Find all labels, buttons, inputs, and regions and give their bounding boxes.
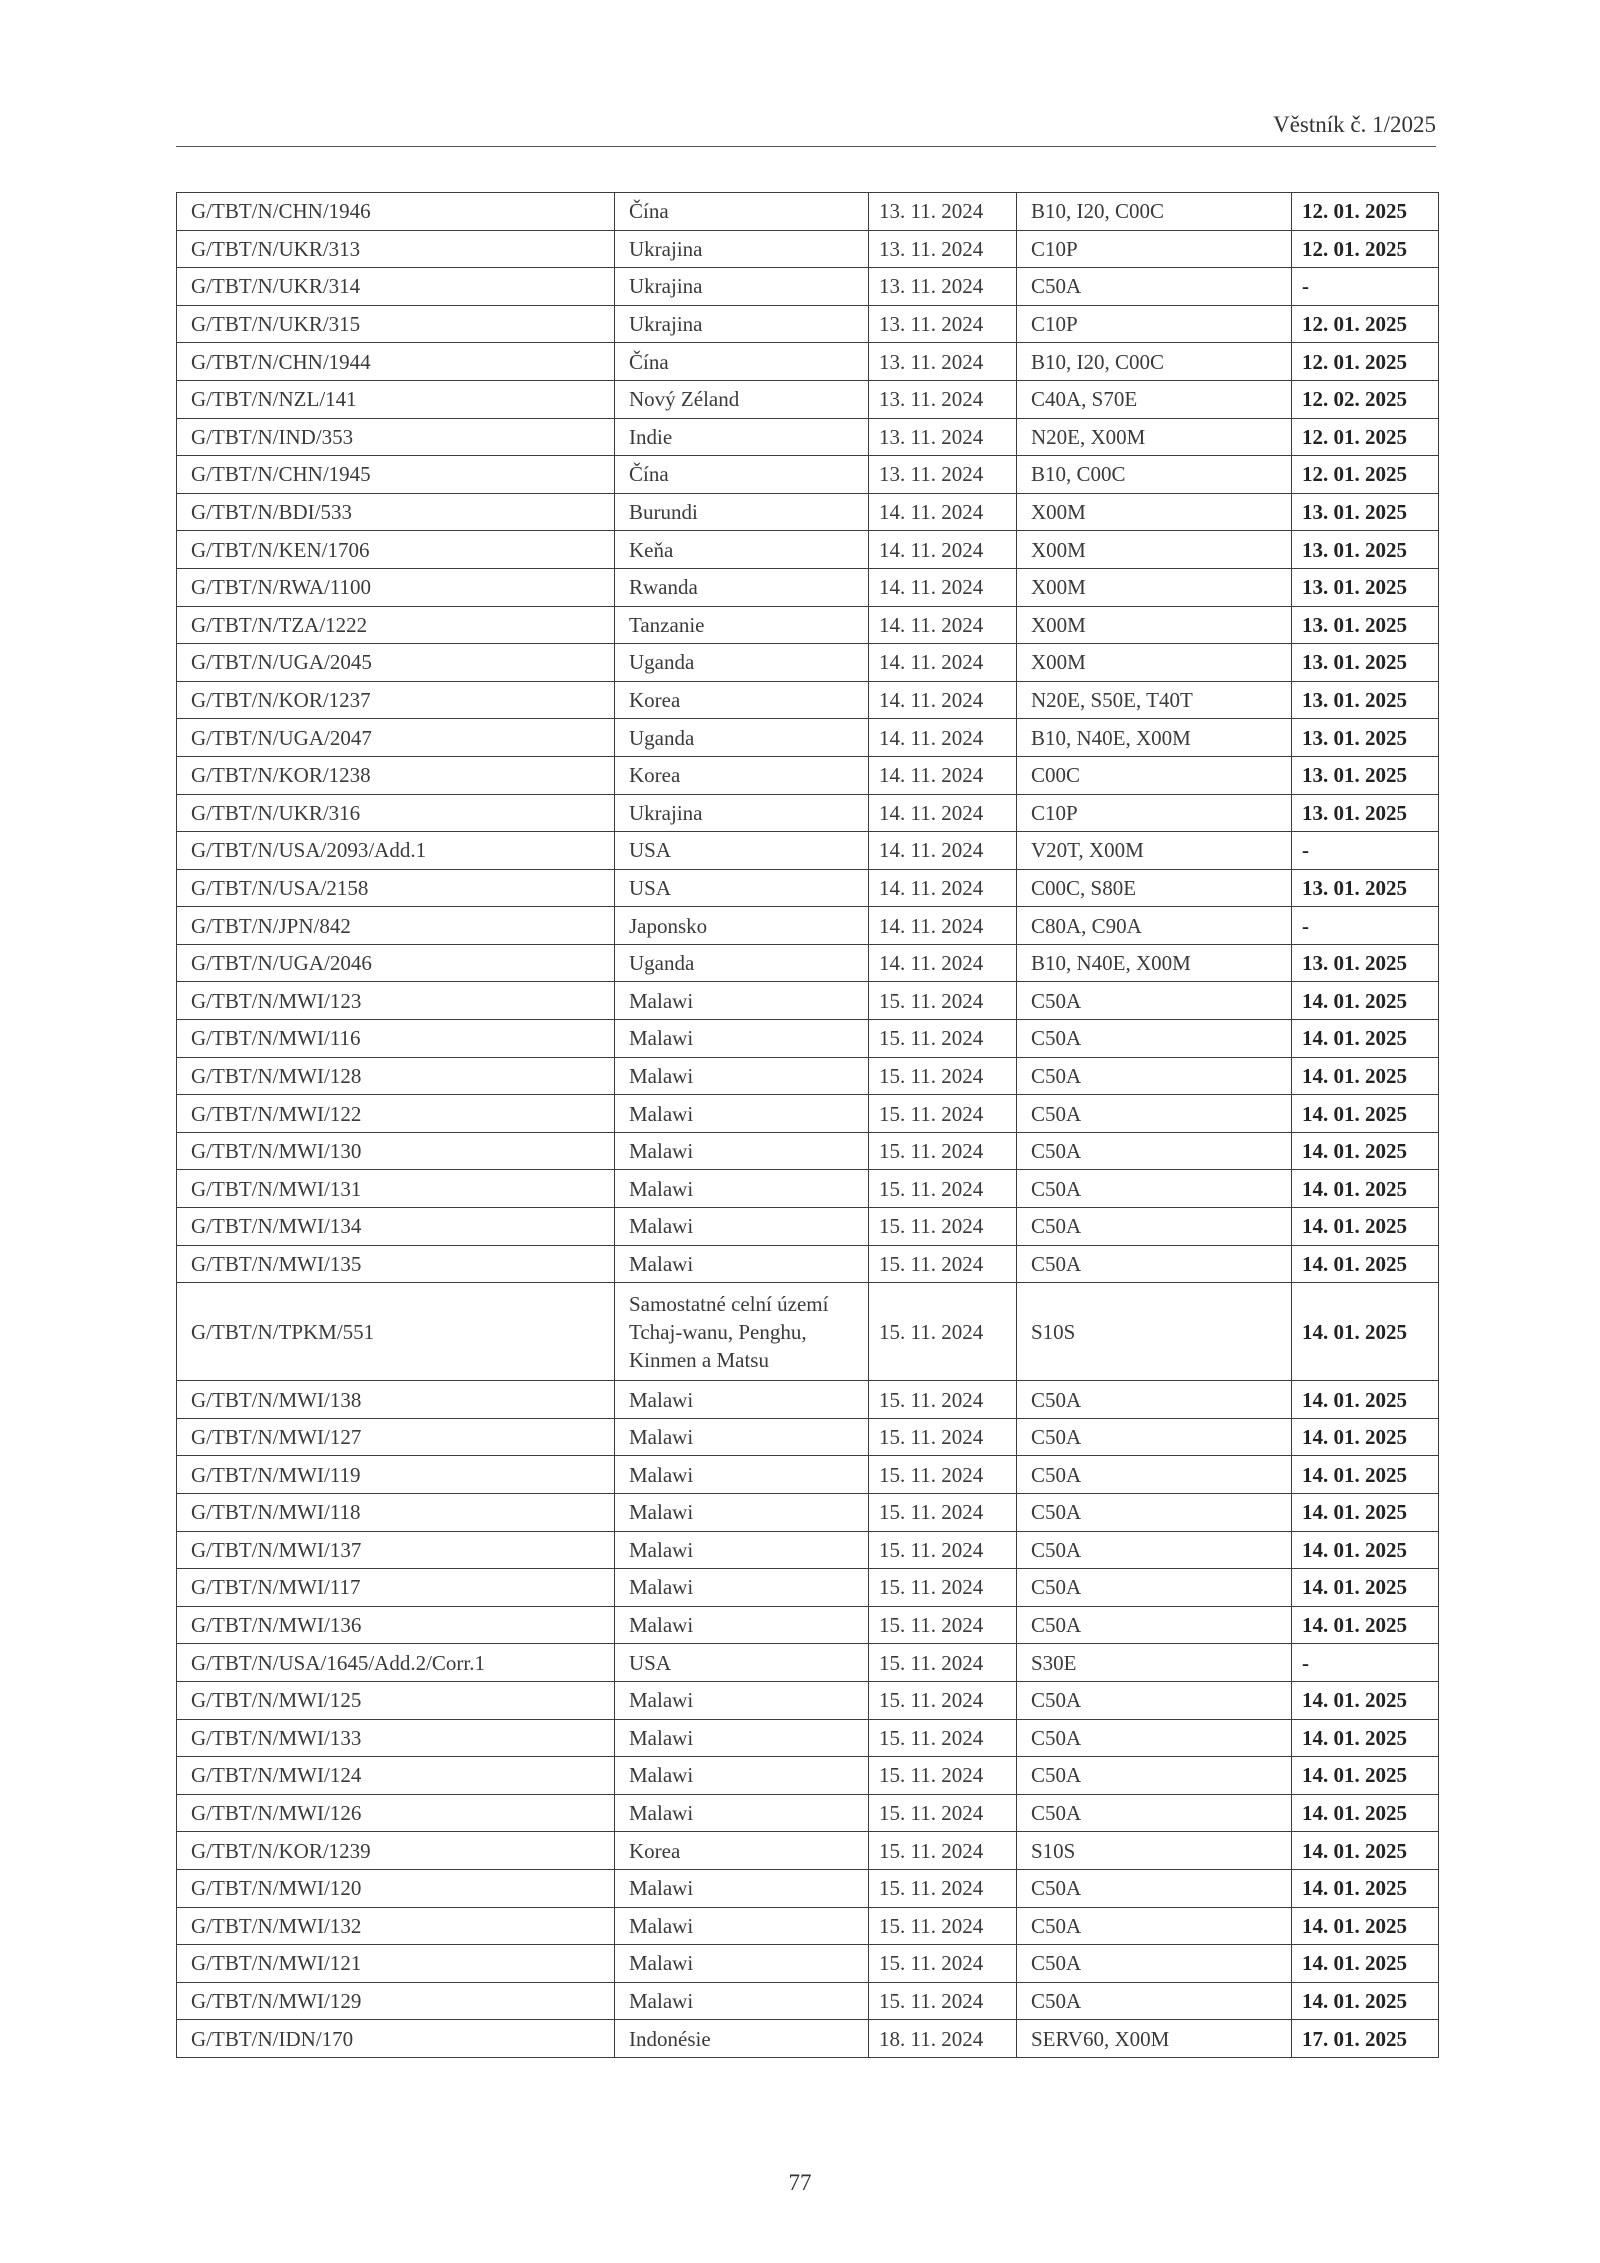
notification-date-cell: 14. 11. 2024	[869, 719, 1017, 757]
ics-codes-cell: C80A, C90A	[1017, 907, 1292, 945]
ics-codes-cell: C50A	[1017, 1757, 1292, 1795]
notification-symbol-cell: G/TBT/N/MWI/128	[177, 1057, 615, 1095]
ics-codes-cell: X00M	[1017, 531, 1292, 569]
table-row	[177, 982, 1439, 1020]
table-row	[177, 1020, 1439, 1058]
ics-codes-cell: C50A	[1017, 1606, 1292, 1644]
table-row	[177, 305, 1439, 343]
notification-date-cell: 13. 11. 2024	[869, 418, 1017, 456]
notification-symbol-cell: G/TBT/N/UGA/2046	[177, 944, 615, 982]
ics-codes-cell: C50A	[1017, 1794, 1292, 1832]
member-cell: Malawi	[615, 1381, 869, 1419]
ics-codes-cell: C10P	[1017, 794, 1292, 832]
notification-date-cell: 13. 11. 2024	[869, 343, 1017, 381]
ics-codes-cell: B10, I20, C00C	[1017, 343, 1292, 381]
table-row	[177, 869, 1439, 907]
member-cell: Malawi	[615, 1982, 869, 2020]
ics-codes-cell: N20E, X00M	[1017, 418, 1292, 456]
notification-symbol-cell: G/TBT/N/MWI/127	[177, 1418, 615, 1456]
table-row	[177, 1869, 1439, 1907]
ics-codes-cell: B10, N40E, X00M	[1017, 719, 1292, 757]
comment-deadline-cell: 14. 01. 2025	[1292, 1170, 1439, 1208]
member-cell: Malawi	[615, 1170, 869, 1208]
member-cell: Korea	[615, 1832, 869, 1870]
ics-codes-cell: B10, N40E, X00M	[1017, 944, 1292, 982]
member-cell: Japonsko	[615, 907, 869, 945]
table-row	[177, 268, 1439, 306]
notification-date-cell: 18. 11. 2024	[869, 2020, 1017, 2058]
comment-deadline-cell: 14. 01. 2025	[1292, 1982, 1439, 2020]
comment-deadline-cell: 13. 01. 2025	[1292, 606, 1439, 644]
ics-codes-cell: C50A	[1017, 982, 1292, 1020]
notification-date-cell: 15. 11. 2024	[869, 1832, 1017, 1870]
notification-symbol-cell: G/TBT/N/MWI/129	[177, 1982, 615, 2020]
comment-deadline-cell: 13. 01. 2025	[1292, 531, 1439, 569]
member-cell: Malawi	[615, 1095, 869, 1133]
table-row	[177, 531, 1439, 569]
ics-codes-cell: C10P	[1017, 305, 1292, 343]
notification-date-cell: 15. 11. 2024	[869, 1606, 1017, 1644]
ics-codes-cell: S10S	[1017, 1283, 1292, 1381]
ics-codes-cell: N20E, S50E, T40T	[1017, 681, 1292, 719]
comment-deadline-cell: -	[1292, 1644, 1439, 1682]
comment-deadline-cell: 14. 01. 2025	[1292, 1719, 1439, 1757]
member-cell: Malawi	[615, 1531, 869, 1569]
ics-codes-cell: C50A	[1017, 1208, 1292, 1246]
table-row	[177, 644, 1439, 682]
notification-symbol-cell: G/TBT/N/MWI/116	[177, 1020, 615, 1058]
table-row	[177, 944, 1439, 982]
comment-deadline-cell: 14. 01. 2025	[1292, 1456, 1439, 1494]
member-cell: USA	[615, 869, 869, 907]
page-number: 77	[788, 2170, 812, 2195]
ics-codes-cell: S10S	[1017, 1832, 1292, 1870]
notification-date-cell: 13. 11. 2024	[869, 230, 1017, 268]
notification-date-cell: 15. 11. 2024	[869, 1418, 1017, 1456]
notification-date-cell: 14. 11. 2024	[869, 493, 1017, 531]
member-cell: USA	[615, 1644, 869, 1682]
notification-symbol-cell: G/TBT/N/MWI/121	[177, 1945, 615, 1983]
notification-date-cell: 14. 11. 2024	[869, 756, 1017, 794]
member-cell: Malawi	[615, 1057, 869, 1095]
member-cell: Malawi	[615, 1132, 869, 1170]
notifications-table	[176, 192, 1439, 2058]
notification-date-cell: 14. 11. 2024	[869, 869, 1017, 907]
member-cell: Malawi	[615, 1869, 869, 1907]
ics-codes-cell: C50A	[1017, 1095, 1292, 1133]
comment-deadline-cell: 14. 01. 2025	[1292, 1095, 1439, 1133]
comment-deadline-cell: 14. 01. 2025	[1292, 1494, 1439, 1532]
table-row	[177, 2020, 1439, 2058]
table-row	[177, 1982, 1439, 2020]
comment-deadline-cell: 12. 01. 2025	[1292, 343, 1439, 381]
notification-date-cell: 14. 11. 2024	[869, 606, 1017, 644]
table-row	[177, 1569, 1439, 1607]
member-cell: Ukrajina	[615, 305, 869, 343]
member-cell: Čína	[615, 193, 869, 231]
comment-deadline-cell: 14. 01. 2025	[1292, 1057, 1439, 1095]
notification-date-cell: 15. 11. 2024	[869, 1170, 1017, 1208]
ics-codes-cell: C50A	[1017, 1381, 1292, 1419]
member-cell: Malawi	[615, 1907, 869, 1945]
member-cell: Indonésie	[615, 2020, 869, 2058]
notification-symbol-cell: G/TBT/N/UGA/2047	[177, 719, 615, 757]
ics-codes-cell: X00M	[1017, 644, 1292, 682]
member-cell: Uganda	[615, 644, 869, 682]
member-cell: Nový Zéland	[615, 380, 869, 418]
comment-deadline-cell: 13. 01. 2025	[1292, 681, 1439, 719]
ics-codes-cell: C50A	[1017, 1569, 1292, 1607]
member-cell: Malawi	[615, 1757, 869, 1795]
table-row	[177, 1832, 1439, 1870]
notification-symbol-cell: G/TBT/N/CHN/1945	[177, 456, 615, 494]
notification-symbol-cell: G/TBT/N/KEN/1706	[177, 531, 615, 569]
comment-deadline-cell: 14. 01. 2025	[1292, 1418, 1439, 1456]
notification-symbol-cell: G/TBT/N/MWI/132	[177, 1907, 615, 1945]
comment-deadline-cell: 12. 01. 2025	[1292, 418, 1439, 456]
comment-deadline-cell: 13. 01. 2025	[1292, 869, 1439, 907]
member-cell: Tanzanie	[615, 606, 869, 644]
ics-codes-cell: SERV60, X00M	[1017, 2020, 1292, 2058]
notification-date-cell: 13. 11. 2024	[869, 193, 1017, 231]
notification-symbol-cell: G/TBT/N/MWI/136	[177, 1606, 615, 1644]
member-cell: Keňa	[615, 531, 869, 569]
ics-codes-cell: C00C	[1017, 756, 1292, 794]
bulletin-title: Věstník č. 1/2025	[1273, 112, 1436, 137]
notification-date-cell: 15. 11. 2024	[869, 1020, 1017, 1058]
member-cell: Malawi	[615, 1208, 869, 1246]
member-cell: Malawi	[615, 1456, 869, 1494]
comment-deadline-cell: 17. 01. 2025	[1292, 2020, 1439, 2058]
notification-symbol-cell: G/TBT/N/UKR/313	[177, 230, 615, 268]
member-cell: Indie	[615, 418, 869, 456]
notification-symbol-cell: G/TBT/N/MWI/133	[177, 1719, 615, 1757]
member-cell: Rwanda	[615, 568, 869, 606]
table-row	[177, 1283, 1439, 1381]
table-row	[177, 1644, 1439, 1682]
ics-codes-cell: C50A	[1017, 1057, 1292, 1095]
comment-deadline-cell: 14. 01. 2025	[1292, 1794, 1439, 1832]
comment-deadline-cell: 14. 01. 2025	[1292, 1869, 1439, 1907]
notification-symbol-cell: G/TBT/N/MWI/137	[177, 1531, 615, 1569]
ics-codes-cell: C50A	[1017, 1681, 1292, 1719]
table-row	[177, 606, 1439, 644]
notification-symbol-cell: G/TBT/N/MWI/131	[177, 1170, 615, 1208]
member-cell: Malawi	[615, 1418, 869, 1456]
table-row	[177, 1494, 1439, 1532]
notification-symbol-cell: G/TBT/N/IDN/170	[177, 2020, 615, 2058]
ics-codes-cell: C50A	[1017, 1982, 1292, 2020]
notification-symbol-cell: G/TBT/N/KOR/1237	[177, 681, 615, 719]
ics-codes-cell: C50A	[1017, 1945, 1292, 1983]
notification-date-cell: 15. 11. 2024	[869, 1245, 1017, 1283]
comment-deadline-cell: 14. 01. 2025	[1292, 1681, 1439, 1719]
notification-date-cell: 13. 11. 2024	[869, 456, 1017, 494]
ics-codes-cell: C50A	[1017, 1531, 1292, 1569]
comment-deadline-cell: 12. 01. 2025	[1292, 230, 1439, 268]
table-row	[177, 719, 1439, 757]
notification-date-cell: 15. 11. 2024	[869, 1757, 1017, 1795]
notification-symbol-cell: G/TBT/N/MWI/124	[177, 1757, 615, 1795]
notification-symbol-cell: G/TBT/N/MWI/122	[177, 1095, 615, 1133]
comment-deadline-cell: 14. 01. 2025	[1292, 1208, 1439, 1246]
table-row	[177, 1456, 1439, 1494]
comment-deadline-cell: 13. 01. 2025	[1292, 944, 1439, 982]
comment-deadline-cell: 14. 01. 2025	[1292, 1832, 1439, 1870]
notification-date-cell: 14. 11. 2024	[869, 681, 1017, 719]
comment-deadline-cell: 14. 01. 2025	[1292, 982, 1439, 1020]
comment-deadline-cell: 12. 01. 2025	[1292, 193, 1439, 231]
comment-deadline-cell: 14. 01. 2025	[1292, 1381, 1439, 1419]
notification-date-cell: 15. 11. 2024	[869, 982, 1017, 1020]
member-cell: Malawi	[615, 1606, 869, 1644]
table-row	[177, 418, 1439, 456]
member-cell: Malawi	[615, 1719, 869, 1757]
notification-date-cell: 15. 11. 2024	[869, 1869, 1017, 1907]
table-row	[177, 794, 1439, 832]
table-row	[177, 1606, 1439, 1644]
notification-date-cell: 15. 11. 2024	[869, 1794, 1017, 1832]
notification-symbol-cell: G/TBT/N/TZA/1222	[177, 606, 615, 644]
notification-date-cell: 15. 11. 2024	[869, 1381, 1017, 1419]
member-cell: USA	[615, 832, 869, 870]
notification-date-cell: 14. 11. 2024	[869, 644, 1017, 682]
member-cell: Malawi	[615, 1569, 869, 1607]
comment-deadline-cell: -	[1292, 907, 1439, 945]
table-row	[177, 1907, 1439, 1945]
table-row	[177, 193, 1439, 231]
notification-date-cell: 14. 11. 2024	[869, 531, 1017, 569]
comment-deadline-cell: 14. 01. 2025	[1292, 1132, 1439, 1170]
notification-date-cell: 15. 11. 2024	[869, 1644, 1017, 1682]
ics-codes-cell: B10, C00C	[1017, 456, 1292, 494]
member-cell: Malawi	[615, 1494, 869, 1532]
table-row	[177, 1681, 1439, 1719]
table-row	[177, 493, 1439, 531]
notification-symbol-cell: G/TBT/N/MWI/119	[177, 1456, 615, 1494]
comment-deadline-cell: 14. 01. 2025	[1292, 1569, 1439, 1607]
ics-codes-cell: C50A	[1017, 1869, 1292, 1907]
table-row	[177, 1719, 1439, 1757]
notification-date-cell: 13. 11. 2024	[869, 268, 1017, 306]
ics-codes-cell: C50A	[1017, 268, 1292, 306]
notification-date-cell: 15. 11. 2024	[869, 1945, 1017, 1983]
notification-date-cell: 15. 11. 2024	[869, 1494, 1017, 1532]
member-cell: Ukrajina	[615, 268, 869, 306]
comment-deadline-cell: 12. 02. 2025	[1292, 380, 1439, 418]
notification-symbol-cell: G/TBT/N/UKR/315	[177, 305, 615, 343]
notification-symbol-cell: G/TBT/N/UKR/314	[177, 268, 615, 306]
notification-date-cell: 15. 11. 2024	[869, 1132, 1017, 1170]
ics-codes-cell: C10P	[1017, 230, 1292, 268]
comment-deadline-cell: 14. 01. 2025	[1292, 1907, 1439, 1945]
ics-codes-cell: C50A	[1017, 1418, 1292, 1456]
notification-symbol-cell: G/TBT/N/MWI/118	[177, 1494, 615, 1532]
notification-date-cell: 15. 11. 2024	[869, 1907, 1017, 1945]
notification-date-cell: 14. 11. 2024	[869, 907, 1017, 945]
table-row	[177, 1132, 1439, 1170]
ics-codes-cell: C50A	[1017, 1494, 1292, 1532]
notification-symbol-cell: G/TBT/N/BDI/533	[177, 493, 615, 531]
notification-date-cell: 14. 11. 2024	[869, 794, 1017, 832]
notification-symbol-cell: G/TBT/N/RWA/1100	[177, 568, 615, 606]
notification-symbol-cell: G/TBT/N/MWI/125	[177, 1681, 615, 1719]
ics-codes-cell: C50A	[1017, 1245, 1292, 1283]
notification-date-cell: 15. 11. 2024	[869, 1719, 1017, 1757]
notification-date-cell: 13. 11. 2024	[869, 305, 1017, 343]
notification-symbol-cell: G/TBT/N/USA/2093/Add.1	[177, 832, 615, 870]
member-cell: Samostatné celní území Tchaj-wanu, Penghu, Kinmen a Matsu	[615, 1283, 869, 1381]
notification-symbol-cell: G/TBT/N/IND/353	[177, 418, 615, 456]
page-header	[176, 112, 1436, 147]
table-row	[177, 343, 1439, 381]
notification-date-cell: 14. 11. 2024	[869, 832, 1017, 870]
notification-symbol-cell: G/TBT/N/CHN/1946	[177, 193, 615, 231]
ics-codes-cell: C50A	[1017, 1132, 1292, 1170]
notification-symbol-cell: G/TBT/N/UKR/316	[177, 794, 615, 832]
comment-deadline-cell: 14. 01. 2025	[1292, 1283, 1439, 1381]
notification-date-cell: 15. 11. 2024	[869, 1057, 1017, 1095]
ics-codes-cell: X00M	[1017, 568, 1292, 606]
notification-date-cell: 15. 11. 2024	[869, 1681, 1017, 1719]
table-row	[177, 1095, 1439, 1133]
notification-symbol-cell: G/TBT/N/MWI/120	[177, 1869, 615, 1907]
member-cell: Uganda	[615, 719, 869, 757]
table-row	[177, 907, 1439, 945]
comment-deadline-cell: 12. 01. 2025	[1292, 456, 1439, 494]
ics-codes-cell: C50A	[1017, 1907, 1292, 1945]
member-cell: Malawi	[615, 1245, 869, 1283]
comment-deadline-cell: 13. 01. 2025	[1292, 794, 1439, 832]
comment-deadline-cell: 14. 01. 2025	[1292, 1757, 1439, 1795]
table-row	[177, 1245, 1439, 1283]
notification-symbol-cell: G/TBT/N/NZL/141	[177, 380, 615, 418]
table-row	[177, 756, 1439, 794]
table-row	[177, 568, 1439, 606]
comment-deadline-cell: 14. 01. 2025	[1292, 1245, 1439, 1283]
table-row	[177, 1794, 1439, 1832]
comment-deadline-cell: 13. 01. 2025	[1292, 756, 1439, 794]
comment-deadline-cell: 14. 01. 2025	[1292, 1020, 1439, 1058]
member-cell: Malawi	[615, 982, 869, 1020]
ics-codes-cell: X00M	[1017, 493, 1292, 531]
notification-date-cell: 15. 11. 2024	[869, 1456, 1017, 1494]
notification-symbol-cell: G/TBT/N/MWI/130	[177, 1132, 615, 1170]
table-row	[177, 1757, 1439, 1795]
notification-symbol-cell: G/TBT/N/MWI/123	[177, 982, 615, 1020]
notification-date-cell: 15. 11. 2024	[869, 1531, 1017, 1569]
notification-date-cell: 14. 11. 2024	[869, 568, 1017, 606]
notification-symbol-cell: G/TBT/N/MWI/138	[177, 1381, 615, 1419]
notification-symbol-cell: G/TBT/N/USA/1645/Add.2/Corr.1	[177, 1644, 615, 1682]
table-row	[177, 681, 1439, 719]
table-row	[177, 230, 1439, 268]
notification-symbol-cell: G/TBT/N/UGA/2045	[177, 644, 615, 682]
ics-codes-cell: C50A	[1017, 1170, 1292, 1208]
member-cell: Ukrajina	[615, 794, 869, 832]
comment-deadline-cell: 13. 01. 2025	[1292, 568, 1439, 606]
comment-deadline-cell: -	[1292, 832, 1439, 870]
table-row	[177, 1381, 1439, 1419]
table-row	[177, 1531, 1439, 1569]
ics-codes-cell: B10, I20, C00C	[1017, 193, 1292, 231]
table-row	[177, 1208, 1439, 1246]
ics-codes-cell: C50A	[1017, 1456, 1292, 1494]
table-row	[177, 380, 1439, 418]
member-cell: Uganda	[615, 944, 869, 982]
ics-codes-cell: X00M	[1017, 606, 1292, 644]
comment-deadline-cell: 13. 01. 2025	[1292, 493, 1439, 531]
ics-codes-cell: C50A	[1017, 1020, 1292, 1058]
table-row	[177, 1945, 1439, 1983]
member-cell: Korea	[615, 681, 869, 719]
ics-codes-cell: V20T, X00M	[1017, 832, 1292, 870]
notification-symbol-cell: G/TBT/N/MWI/134	[177, 1208, 615, 1246]
notification-symbol-cell: G/TBT/N/CHN/1944	[177, 343, 615, 381]
notification-date-cell: 15. 11. 2024	[869, 1283, 1017, 1381]
member-cell: Ukrajina	[615, 230, 869, 268]
notification-date-cell: 13. 11. 2024	[869, 380, 1017, 418]
comment-deadline-cell: 13. 01. 2025	[1292, 719, 1439, 757]
comment-deadline-cell: 12. 01. 2025	[1292, 305, 1439, 343]
notification-symbol-cell: G/TBT/N/MWI/135	[177, 1245, 615, 1283]
notification-date-cell: 15. 11. 2024	[869, 1569, 1017, 1607]
notification-date-cell: 14. 11. 2024	[869, 944, 1017, 982]
notification-symbol-cell: G/TBT/N/MWI/126	[177, 1794, 615, 1832]
member-cell: Malawi	[615, 1945, 869, 1983]
table-row	[177, 1057, 1439, 1095]
comment-deadline-cell: 14. 01. 2025	[1292, 1945, 1439, 1983]
notification-symbol-cell: G/TBT/N/KOR/1239	[177, 1832, 615, 1870]
notification-date-cell: 15. 11. 2024	[869, 1095, 1017, 1133]
member-cell: Čína	[615, 456, 869, 494]
table-row	[177, 1170, 1439, 1208]
member-cell: Malawi	[615, 1020, 869, 1058]
table-row	[177, 832, 1439, 870]
comment-deadline-cell: 14. 01. 2025	[1292, 1606, 1439, 1644]
notification-date-cell: 15. 11. 2024	[869, 1982, 1017, 2020]
ics-codes-cell: C50A	[1017, 1719, 1292, 1757]
table-row	[177, 1418, 1439, 1456]
notifications-table-body	[177, 193, 1439, 2058]
ics-codes-cell: S30E	[1017, 1644, 1292, 1682]
notification-symbol-cell: G/TBT/N/USA/2158	[177, 869, 615, 907]
member-cell: Čína	[615, 343, 869, 381]
ics-codes-cell: C40A, S70E	[1017, 380, 1292, 418]
notification-symbol-cell: G/TBT/N/KOR/1238	[177, 756, 615, 794]
table-row	[177, 456, 1439, 494]
notification-symbol-cell: G/TBT/N/MWI/117	[177, 1569, 615, 1607]
comment-deadline-cell: 14. 01. 2025	[1292, 1531, 1439, 1569]
ics-codes-cell: C00C, S80E	[1017, 869, 1292, 907]
member-cell: Malawi	[615, 1794, 869, 1832]
comment-deadline-cell: 13. 01. 2025	[1292, 644, 1439, 682]
member-cell: Burundi	[615, 493, 869, 531]
notification-symbol-cell: G/TBT/N/JPN/842	[177, 907, 615, 945]
notification-date-cell: 15. 11. 2024	[869, 1208, 1017, 1246]
comment-deadline-cell: -	[1292, 268, 1439, 306]
member-cell: Malawi	[615, 1681, 869, 1719]
member-cell: Korea	[615, 756, 869, 794]
notification-symbol-cell: G/TBT/N/TPKM/551	[177, 1283, 615, 1381]
